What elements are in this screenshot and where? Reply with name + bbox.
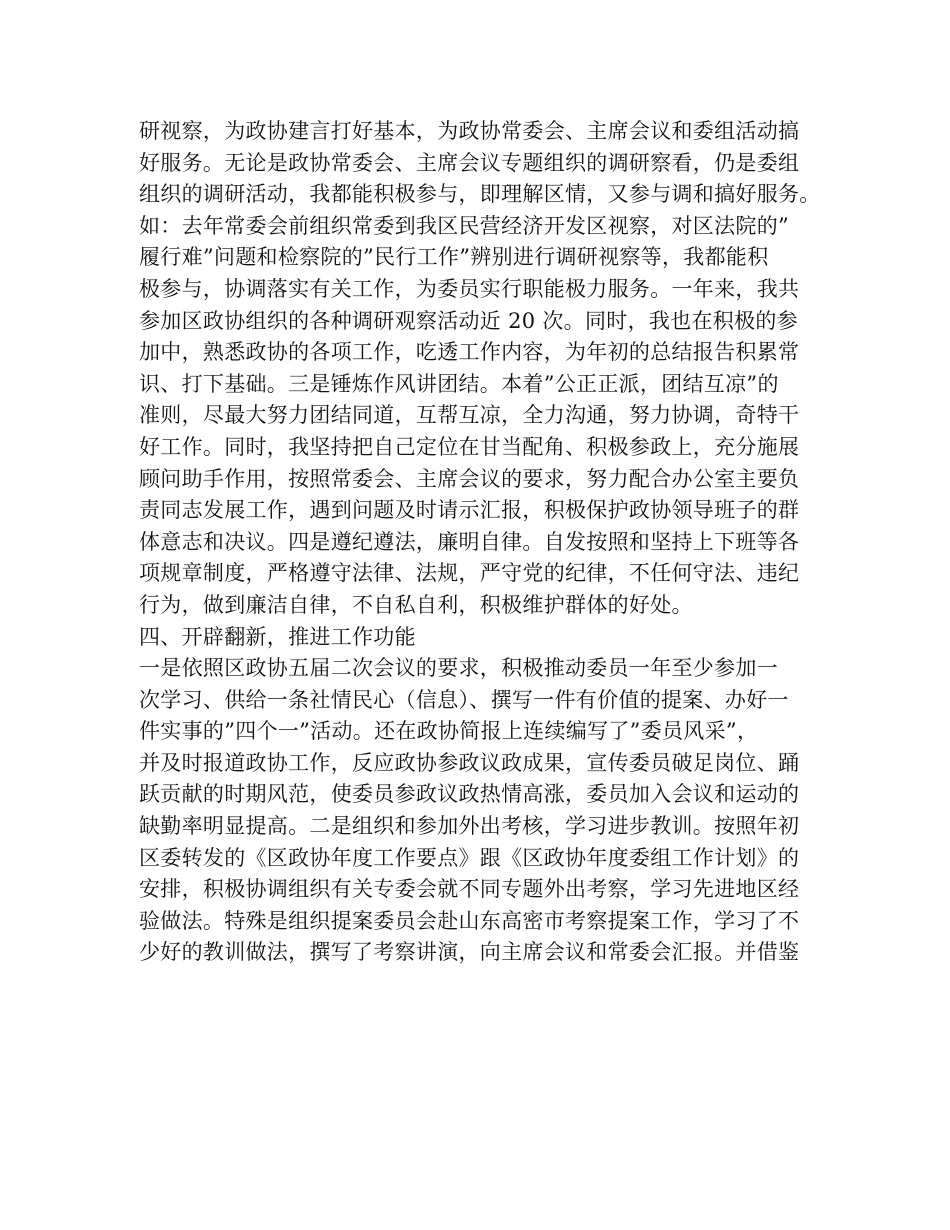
section-heading: 四、开辟翻新，推进工作功能	[139, 624, 416, 649]
text-line: 体意志和决议。四是遵纪遵法，廉明自律。自发按照和坚持上下班等各	[139, 529, 800, 554]
text-line: 顾问助手作用，按照常委会、主席会议的要求，努力配合办公室主要负	[139, 466, 800, 491]
text-line: 责同志发展工作，遇到问题及时请示汇报，积极保护政协领导班子的群	[139, 498, 800, 523]
text-line: 组织的调研活动，我都能积极参与，即理解区情，又参与调和搞好服务。	[139, 182, 821, 207]
text-line: 识、打下基础。三是锤炼作风讲团结。本着”公正正派，团结互凉”的	[139, 371, 779, 396]
text-line: 区委转发的《区政协年度工作要点》跟《区政协年度委组工作计划》的	[139, 845, 800, 870]
text-line: 准则，尽最大努力团结同道，互帮互凉，全力沟通，努力协调，奇特干	[139, 403, 800, 428]
text-line: 好服务。无论是政协常委会、主席会议专题组织的调研察看，仍是委组	[139, 150, 800, 175]
text-line: 极参与，协调落实有关工作，为委员实行职能极力服务。一年来，我共	[139, 276, 800, 301]
text-line: 跃贡献的时期风范，使委员参政议政热情高涨，委员加入会议和运动的	[139, 782, 800, 807]
text-line: 参加区政协组织的各种调研观察活动近 20 次。同时，我也在积极的参	[139, 308, 798, 333]
text-line: 研视察，为政协建言打好基本，为政协常委会、主席会议和委组活动搞	[139, 119, 800, 143]
text-line: 次学习、供给一条社情民心（信息）、撰写一件有价值的提案、办好一	[139, 687, 789, 712]
text-line: 安排，积极协调组织有关专委会就不同专题外出考察，学习先进地区经	[139, 877, 800, 902]
body-text	[139, 116, 839, 969]
text-line: 少好的教训做法，撰写了考察讲演，向主席会议和常委会汇报。并借鉴	[139, 940, 800, 965]
text-line: 履行难”问题和检察院的”民行工作”辨别进行调研视察等，我都能积	[139, 245, 769, 270]
text-line: 并及时报道政协工作，反应政协参政议政成果，宣传委员破足岗位、踊	[139, 750, 800, 775]
text-line: 缺勤率明显提高。二是组织和参加外出考核，学习进步教训。按照年初	[139, 814, 800, 839]
text-line: 一是依照区政协五届二次会议的要求，积极推动委员一年至少参加一	[139, 656, 778, 681]
text-line: 好工作。同时，我坚持把自己定位在甘当配角、积极参政上，充分施展	[139, 434, 800, 459]
text-line: 行为，做到廉洁自律，不自私自利，积极维护群体的好处。	[139, 592, 693, 617]
text-line: 件实事的”四个一”活动。还在政协简报上连续编写了”委员风采”，	[139, 719, 759, 744]
text-line: 项规章制度，严格遵守法律、法规，严守党的纪律，不任何守法、违纪	[139, 561, 800, 586]
text-line: 验做法。特殊是组织提案委员会赴山东高密市考察提案工作，学习了不	[139, 908, 800, 933]
text-line: 加中，熟悉政协的各项工作，吃透工作内容，为年初的总结报告积累常	[139, 340, 800, 365]
text-line: 如：去年常委会前组织常委到我区民营经济开发区视察，对区法院的”	[139, 213, 790, 238]
